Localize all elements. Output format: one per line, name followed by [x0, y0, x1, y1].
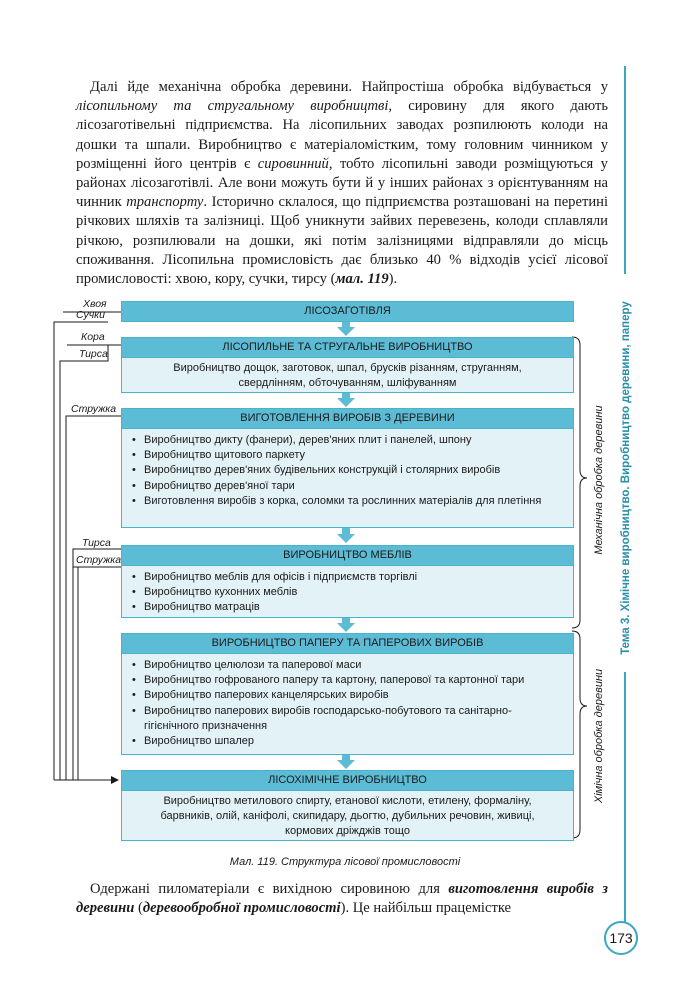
box-title: ЛІСОХІМІЧНЕ ВИРОБНИЦТВО [122, 771, 573, 791]
figure-caption: Мал. 119. Структура лісової промисловості [229, 856, 461, 868]
text-run: мал. 119 [335, 271, 389, 288]
list-item: • Виробництво дерев'яних будівельних конструкцій і столярних виробів [144, 463, 563, 478]
list-item: • Виробництво паперових виробів господарсько-побутового та санітарно-гігієнічного призначення [144, 704, 563, 734]
text-run: , сировину для якого дають лісозаготівельні підприємства. На лісопильних заводах розпилюють колоди на дошки та шпали. Виробництво є матеріаломістким, тому головним чинником у розміщенні його центрів є [76, 98, 608, 172]
box-wood-chemistry [121, 770, 574, 841]
box-wood-products [121, 408, 574, 528]
box-title: ЛІСОПИЛЬНЕ ТА СТРУГАЛЬНЕ ВИРОБНИЦТВО [122, 338, 573, 358]
box-text: Виробництво дощок, заготовок, шпал, брусків різанням, струганням, свердлінням, обточуванням, шліфуванням [173, 362, 522, 390]
waste-label-sawdust: Тирса [79, 348, 108, 360]
text-run: лісопильному та стругальному виробництві [76, 98, 389, 115]
box-text: Виробництво метилового спирту, етанової кислоти, етилену, формаліну, барвників, олій, каніфолі, скипидару, дьогтю, дубильних речовин, живиці, кормових дріжджів тощо [160, 795, 535, 838]
box-title: ЛІСОЗАГОТІВЛЯ [122, 302, 573, 321]
box-sawmill [121, 337, 574, 393]
waste-label-bark: Кора [81, 331, 105, 343]
text-run: транспорту [126, 194, 204, 211]
waste-label-knots: Сучки [76, 309, 105, 321]
text-run: ). Це найбільш працемістке [340, 900, 512, 917]
list-item: • Виробництво матраців [144, 600, 563, 615]
list-item: • Виробництво дерев'яної тари [144, 479, 563, 494]
text-run: деревообробної промисловості [142, 900, 341, 917]
waste-label-needles: Хвоя [83, 298, 107, 310]
box-title: ВИРОБНИЦТВО МЕБЛІВ [122, 546, 573, 566]
text-run: виготовлення виробів з деревини [76, 881, 608, 917]
text-run: , тобто лісопильні заводи розміщуються у районах лісозаготівлі. Але вони можуть бути й у інших районах з орієнтуванням на чинник [76, 155, 608, 211]
text-run: Далі йде механічна обробка деревини. Найпростіша обробка відбувається у [90, 79, 608, 95]
box-title: ВИРОБНИЦТВО ПАПЕРУ ТА ПАПЕРОВИХ ВИРОБІВ [122, 634, 573, 654]
list-item: • Виробництво шпалер [144, 734, 563, 749]
list-item: • Виробництво дикту (фанери), дерев'яних плит і панелей, шпону [144, 433, 563, 448]
text-run: Одержані пиломатеріали є вихідною сировиною для [90, 881, 449, 897]
box-paper [121, 633, 574, 755]
text-run: ). [388, 271, 398, 288]
box-title: ВИГОТОВЛЕННЯ ВИРОБІВ З ДЕРЕВИНИ [122, 409, 573, 429]
list-item: • Виробництво целюлози та паперової маси [144, 658, 563, 673]
text-run: сировинний [257, 155, 329, 172]
box-logging [121, 301, 574, 322]
text-run: . Історично склалося, що підприємства розташовані на перетині річкових шляхів та залізниці. Щоб уникнути зайвих перевезень, колоди сплавляли річкою, розпилювали на дошки, які потім залізницями відправляли до місць споживання. Лісопильна промисловість дає близько 40 % відходів усієї лісової промисловості: хвою, кору, сучки, тирсу ( [76, 194, 608, 288]
list-item: • Виробництво меблів для офісів і підприємств торгівлі [144, 570, 563, 585]
list-item: • Виготовлення виробів з корка, соломки та рослинних матеріалів для плетіння [144, 494, 563, 509]
waste-label-sawdust-2: Тирса [82, 537, 111, 549]
list-item: • Виробництво паперових канцелярських виробів [144, 688, 563, 703]
box-furniture [121, 545, 574, 618]
text-run: ( [134, 900, 143, 917]
list-item: • Виробництво щитового паркету [144, 448, 563, 463]
list-item: • Виробництво кухонних меблів [144, 585, 563, 600]
waste-label-shavings-2: Стружка [76, 554, 122, 566]
waste-label-shavings: Стружка [71, 403, 117, 415]
page-number: 173 [604, 921, 638, 955]
list-item: • Виробництво гофрованого паперу та картону, паперової та картонної тари [144, 673, 563, 688]
paragraph-woodworking [76, 880, 608, 918]
